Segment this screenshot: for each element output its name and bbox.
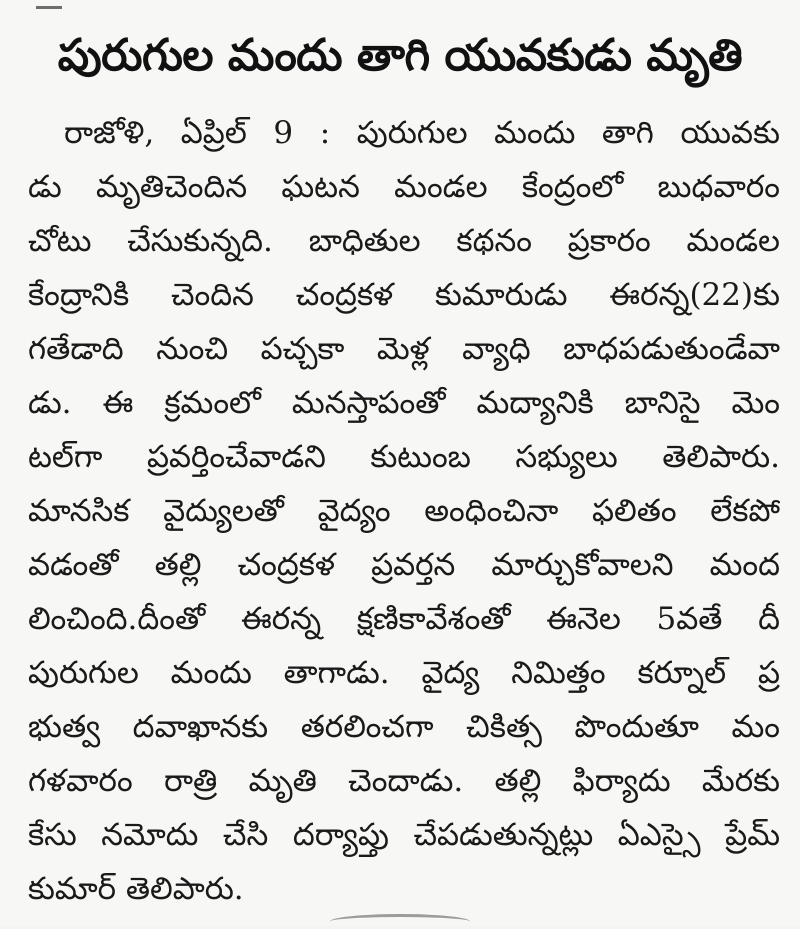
article-line: గళవారం రాత్రి మృతి చెందాడు. తల్లి ఫిర్యాదు మేరకు: [28, 763, 780, 799]
cropped-text-remnant: [330, 914, 470, 929]
article-line: వడంతో తల్లి చంద్రకళ ప్రవర్తన మార్చుకోవాలని మంద: [28, 547, 780, 583]
article-body: [28, 106, 780, 916]
article-line: భుత్వ దవాఖానకు తరలించగా చికిత్స పొందుతూ మం: [28, 709, 780, 745]
article-line: మానసిక వైద్యులతో వైద్యం అంధించినా ఫలితం లేకపో: [28, 493, 780, 529]
article-line: డు. ఈ క్రమంలో మనస్తాపంతో మద్యానికి బానిసై మెం: [28, 385, 780, 421]
article-line: టల్‌గా ప్రవర్తించేవాడని కుటుంబ సభ్యులు తెలిపారు.: [28, 439, 780, 475]
article-line: లించింది.దీంతో ఈరన్న క్షణికావేశంతో ఈనెల 5వతే దీ: [28, 601, 780, 637]
article-line: రాజోళి, ఏప్రిల్ 9 : పురుగుల మందు తాగి యువకు: [64, 115, 780, 151]
article-line: డు మృతిచెందిన ఘటన మండల కేంద్రంలో బుధవారం: [28, 169, 780, 205]
article-headline: పురుగుల మందు తాగి యువకుడు మృతి: [57, 30, 743, 81]
article-line: కేసు నమోదు చేసి దర్యాప్తు చేపడుతున్నట్లు ఏఎస్సై ప్రేమ్: [28, 817, 780, 853]
cropped-text-remnant: [36, 0, 62, 9]
article-line: కేంద్రానికి చెందిన చంద్రకళ కుమారుడు ఈరన్న(22)కు: [28, 277, 780, 313]
article-line: చోటు చేసుకున్నది. బాధితుల కథనం ప్రకారం మండల: [28, 223, 780, 259]
article-line: పురుగుల మందు తాగాడు. వైద్య నిమిత్తం కర్నూల్ ప్ర: [28, 655, 780, 691]
article-line: గతేడాది నుంచి పచ్చకా మెళ్ల వ్యాధి బాధపడుతుండేవా: [28, 331, 780, 367]
article-line: కుమార్ తెలిపారు.: [28, 871, 244, 907]
